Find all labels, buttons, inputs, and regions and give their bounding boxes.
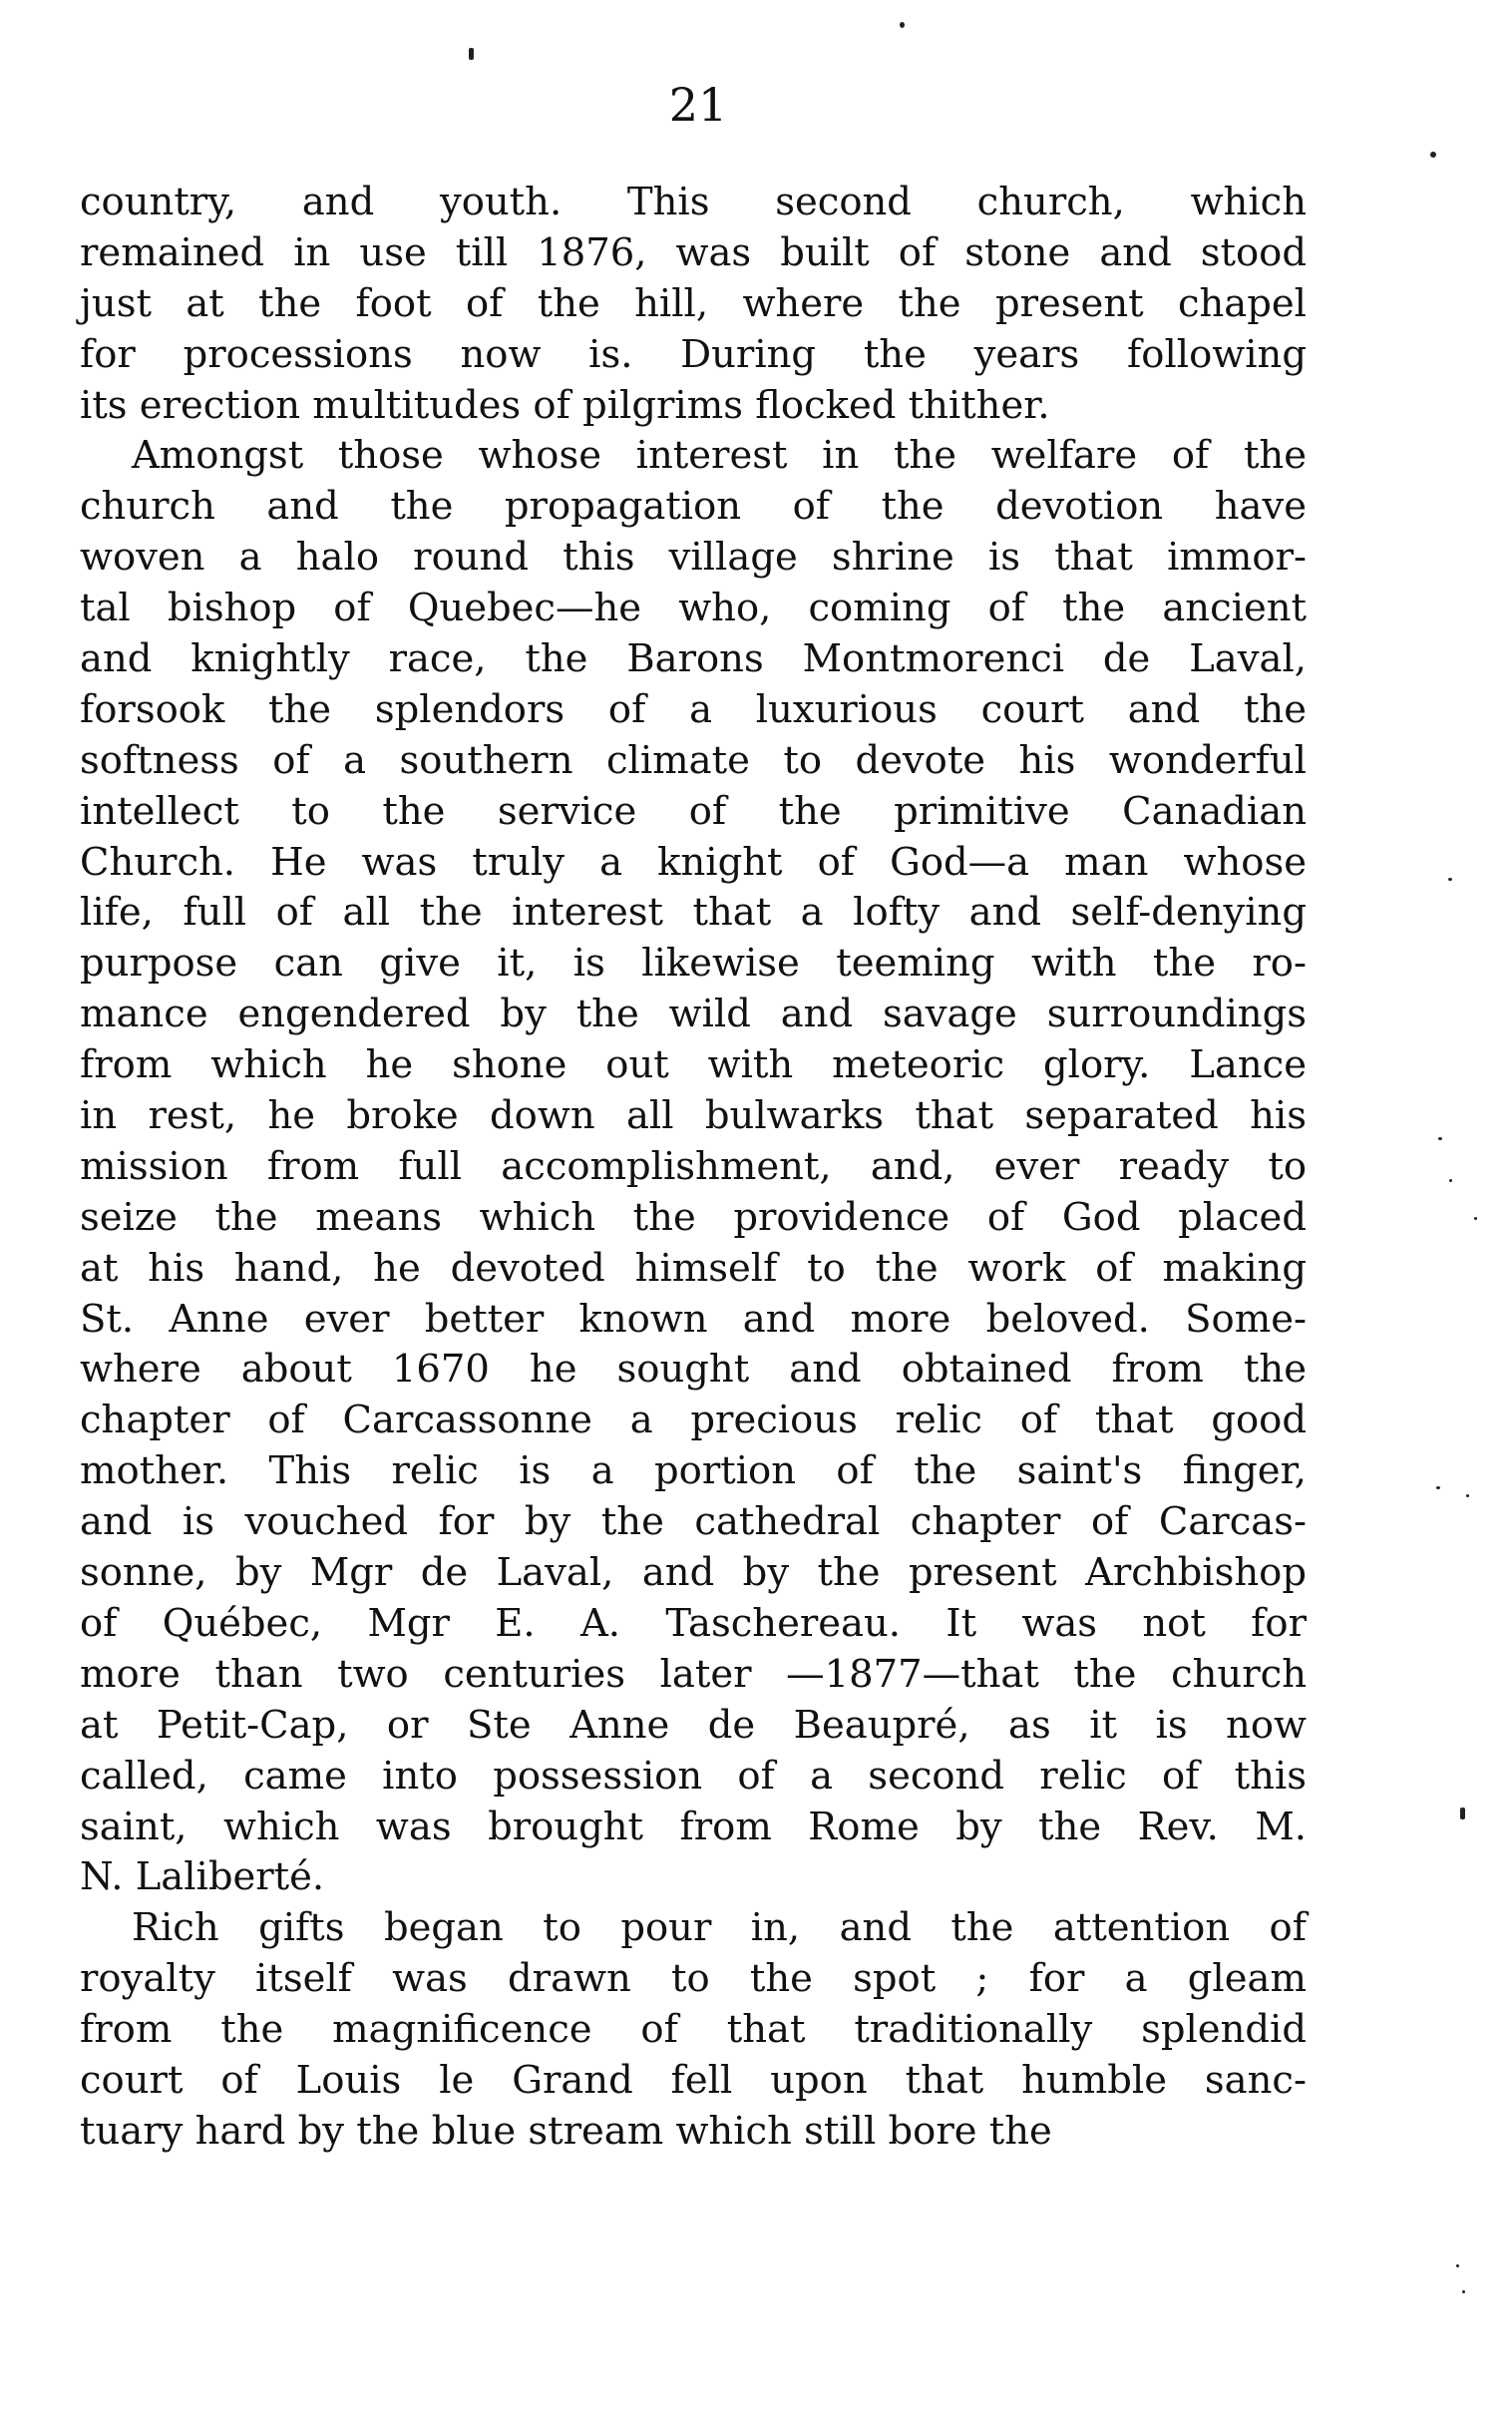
text-line: royalty itself was drawn to the spot ; for a gleam (80, 1956, 1307, 2002)
text-line: tuary hard by the blue stream which still bore the (80, 2108, 1052, 2154)
text-line: chapter of Carcassonne a precious relic of that good (80, 1398, 1307, 1443)
text-line: Church. He was truly a knight of God—a man whose (80, 839, 1307, 885)
text-line: mother. This relic is a portion of the saint's finger, (80, 1448, 1307, 1494)
scan-speck (1474, 1217, 1477, 1220)
text-line: its erection multitudes of pilgrims flocked thither. (80, 382, 1050, 428)
text-line: at his hand, he devoted himself to the work of making (80, 1245, 1307, 1291)
text-line: mance engendered by the wild and savage surroundings (80, 992, 1307, 1037)
text-line: court of Louis le Grand fell upon that humble sanc- (80, 2057, 1307, 2103)
scan-speck (1430, 152, 1436, 158)
text-line: from the magnificence of that traditionally splendid (80, 2007, 1307, 2053)
scan-speck (1456, 2264, 1459, 2267)
text-line: purpose can give it, is likewise teeming with the ro- (80, 941, 1307, 987)
paragraph (80, 178, 1307, 431)
scan-speck (1448, 878, 1452, 881)
scan-speck (1460, 1808, 1465, 1819)
text-line: mission from full accomplishment, and, ever ready to (80, 1143, 1307, 1189)
text-line: just at the foot of the hill, where the present chapel (80, 280, 1307, 326)
text-line: life, full of all the interest that a lofty and self-denying (80, 890, 1307, 936)
text-line: intellect to the service of the primitive Canadian (80, 788, 1307, 834)
paragraph (80, 431, 1307, 1903)
text-line: N. Laliberté. (80, 1854, 325, 1900)
text-line: forsook the splendors of a luxurious court and the (80, 686, 1307, 732)
text-line: and is vouched for by the cathedral chapter of Carcas- (80, 1499, 1307, 1545)
text-line: called, came into possession of a second relic of this (80, 1753, 1307, 1799)
text-line: sonne, by Mgr de Laval, and by the present Archbishop (80, 1550, 1307, 1596)
text-line: and knightly race, the Barons Montmorenci de Laval, (80, 636, 1307, 682)
scan-speck (469, 48, 474, 60)
text-line: more than two centuries later —1877—that the church (80, 1651, 1307, 1697)
text-line: woven a halo round this village shrine is that immor- (80, 535, 1307, 581)
scan-speck (1466, 1494, 1469, 1497)
scan-speck (1449, 1179, 1452, 1182)
scan-speck (900, 22, 905, 28)
text-line: Rich gifts began to pour in, and the attention of (132, 1905, 1307, 1951)
text-line: where about 1670 he sought and obtained from the (80, 1347, 1307, 1393)
scan-speck (1438, 1137, 1442, 1140)
text-line: from which he shone out with meteoric glory. Lance (80, 1042, 1307, 1088)
scan-speck (1462, 2290, 1465, 2293)
text-line: at Petit-Cap, or Ste Anne de Beaupré, as it is now (80, 1702, 1307, 1748)
text-line: seize the means which the providence of God placed (80, 1194, 1307, 1240)
text-line: tal bishop of Quebec—he who, coming of the ancient (80, 586, 1307, 631)
page-number: 21 (668, 78, 728, 132)
text-line: church and the propagation of the devotion have (80, 484, 1307, 530)
text-line: St. Anne ever better known and more beloved. Some- (80, 1296, 1307, 1342)
text-line: saint, which was brought from Rome by the Rev. M. (80, 1804, 1307, 1849)
paragraph (80, 1903, 1307, 2157)
scan-speck (1436, 1486, 1440, 1489)
text-line: remained in use till 1876, was built of stone and stood (80, 229, 1307, 275)
body-text (80, 178, 1307, 2158)
text-line: for processions now is. During the years following (80, 331, 1307, 377)
text-line: Amongst those whose interest in the welfare of the (132, 433, 1307, 479)
text-line: softness of a southern climate to devote his wonderful (80, 737, 1307, 783)
text-line: of Québec, Mgr E. A. Taschereau. It was not for (80, 1600, 1307, 1646)
text-line: in rest, he broke down all bulwarks that separated his (80, 1093, 1307, 1139)
text-line: country, and youth. This second church, which (80, 180, 1307, 224)
